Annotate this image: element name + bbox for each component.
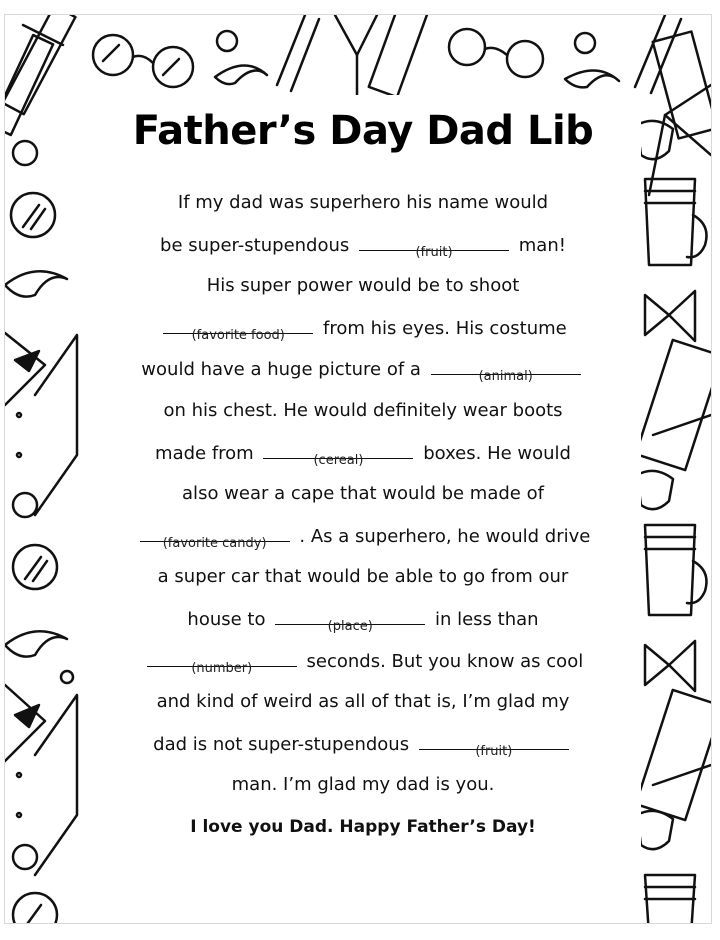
fill-in-blank[interactable] (140, 523, 290, 551)
content-panel (85, 95, 641, 923)
button-icon (217, 31, 237, 51)
story-text: man! (518, 234, 566, 256)
tie-icon (5, 15, 75, 114)
closing-message: I love you Dad. Happy Father’s Day! (190, 817, 536, 837)
ribbon-icon-right (637, 121, 673, 159)
story-line (85, 772, 641, 798)
blank-hint-label: (place) (327, 619, 373, 634)
story-text: in less than (434, 609, 539, 630)
story-text: and kind of weird as all of that is, I’m glad my (156, 691, 570, 713)
glasses-icon-left-3 (13, 893, 57, 923)
page-title: Father’s Day Dad Lib (132, 108, 594, 154)
story-line (85, 606, 641, 633)
story-text: man. I’m glad my dad is you. (231, 774, 495, 796)
fill-in-blank[interactable] (419, 731, 569, 759)
story-text: If my dad was superhero his name would (177, 192, 549, 213)
story-line (85, 648, 641, 675)
fill-in-blank[interactable] (163, 315, 313, 343)
fill-in-blank[interactable] (359, 232, 509, 260)
story-line (85, 315, 641, 342)
story-line (85, 356, 641, 383)
story-line (85, 523, 641, 550)
story-text: dad is not super-stupendous (153, 733, 410, 755)
story-text: house to (187, 609, 266, 630)
story-text: from his eyes. His costume (322, 317, 567, 339)
mustache-icon-left-2 (5, 631, 67, 656)
story-line (85, 564, 641, 590)
story-line (85, 190, 641, 216)
story-text: His super power would be to shoot (206, 275, 520, 297)
story-line (85, 440, 641, 467)
fill-in-blank[interactable] (263, 440, 413, 468)
blank-hint-label: (fruit) (415, 244, 453, 260)
glasses-icon-left (11, 193, 55, 237)
button-icon-2 (575, 33, 595, 53)
blank-hint-label: (fruit) (475, 743, 513, 759)
worksheet-page (4, 14, 712, 924)
story-line (85, 273, 641, 299)
ribbon-icon-right-2 (637, 471, 673, 509)
fill-in-blank[interactable] (275, 606, 425, 634)
story-text: seconds. But you know as cool (306, 650, 584, 672)
blank-hint-label: (animal) (478, 369, 533, 385)
story-text: on his chest. He would definitely wear boots (163, 400, 563, 421)
story-text: made from (155, 442, 254, 464)
bowtie-icon-right-2 (645, 641, 695, 691)
shirt-icon-left (5, 333, 77, 515)
ribbon-icon-right-3 (637, 811, 673, 849)
blank-hint-label: (cereal) (313, 452, 364, 468)
mustache-icon (215, 65, 267, 84)
story-line (85, 481, 641, 507)
blank-hint-label: (number) (191, 660, 253, 676)
bowtie-icon-right (645, 291, 695, 341)
fill-in-blank[interactable] (431, 356, 581, 385)
glasses-icon-2 (449, 29, 543, 77)
tie-icon-right-2 (636, 690, 711, 820)
story-line (85, 398, 641, 424)
glasses-icon-left-2 (13, 545, 57, 589)
shirt-icon-left-2 (5, 685, 77, 875)
fill-in-blank[interactable] (147, 648, 297, 676)
story-text: also wear a cape that would be made of (182, 483, 544, 505)
blank-hint-label: (favorite food) (191, 327, 285, 343)
pencil-icon (277, 15, 319, 91)
story-text: be super-stupendous (160, 234, 350, 256)
story-text: . As a superhero, he would drive (299, 525, 591, 547)
story-line (85, 731, 641, 758)
mustache-icon-left (5, 271, 67, 296)
mug-icon-right-3 (645, 875, 695, 923)
glasses-icon (93, 35, 193, 87)
mug-icon-right-2 (645, 525, 707, 615)
pencil-icon-2 (635, 15, 681, 93)
shirt-icon (335, 15, 431, 97)
story-line (85, 232, 641, 259)
tie-icon-right (636, 340, 711, 470)
story-line (85, 689, 641, 715)
mug-icon-right (645, 179, 707, 265)
mustache-icon-2 (565, 70, 619, 87)
story-text: a super car that would be able to go from our (157, 566, 569, 588)
story-text: boxes. He would (423, 442, 571, 464)
story-text: would have a huge picture of a (141, 359, 421, 381)
blank-hint-label: (favorite candy) (162, 535, 267, 551)
